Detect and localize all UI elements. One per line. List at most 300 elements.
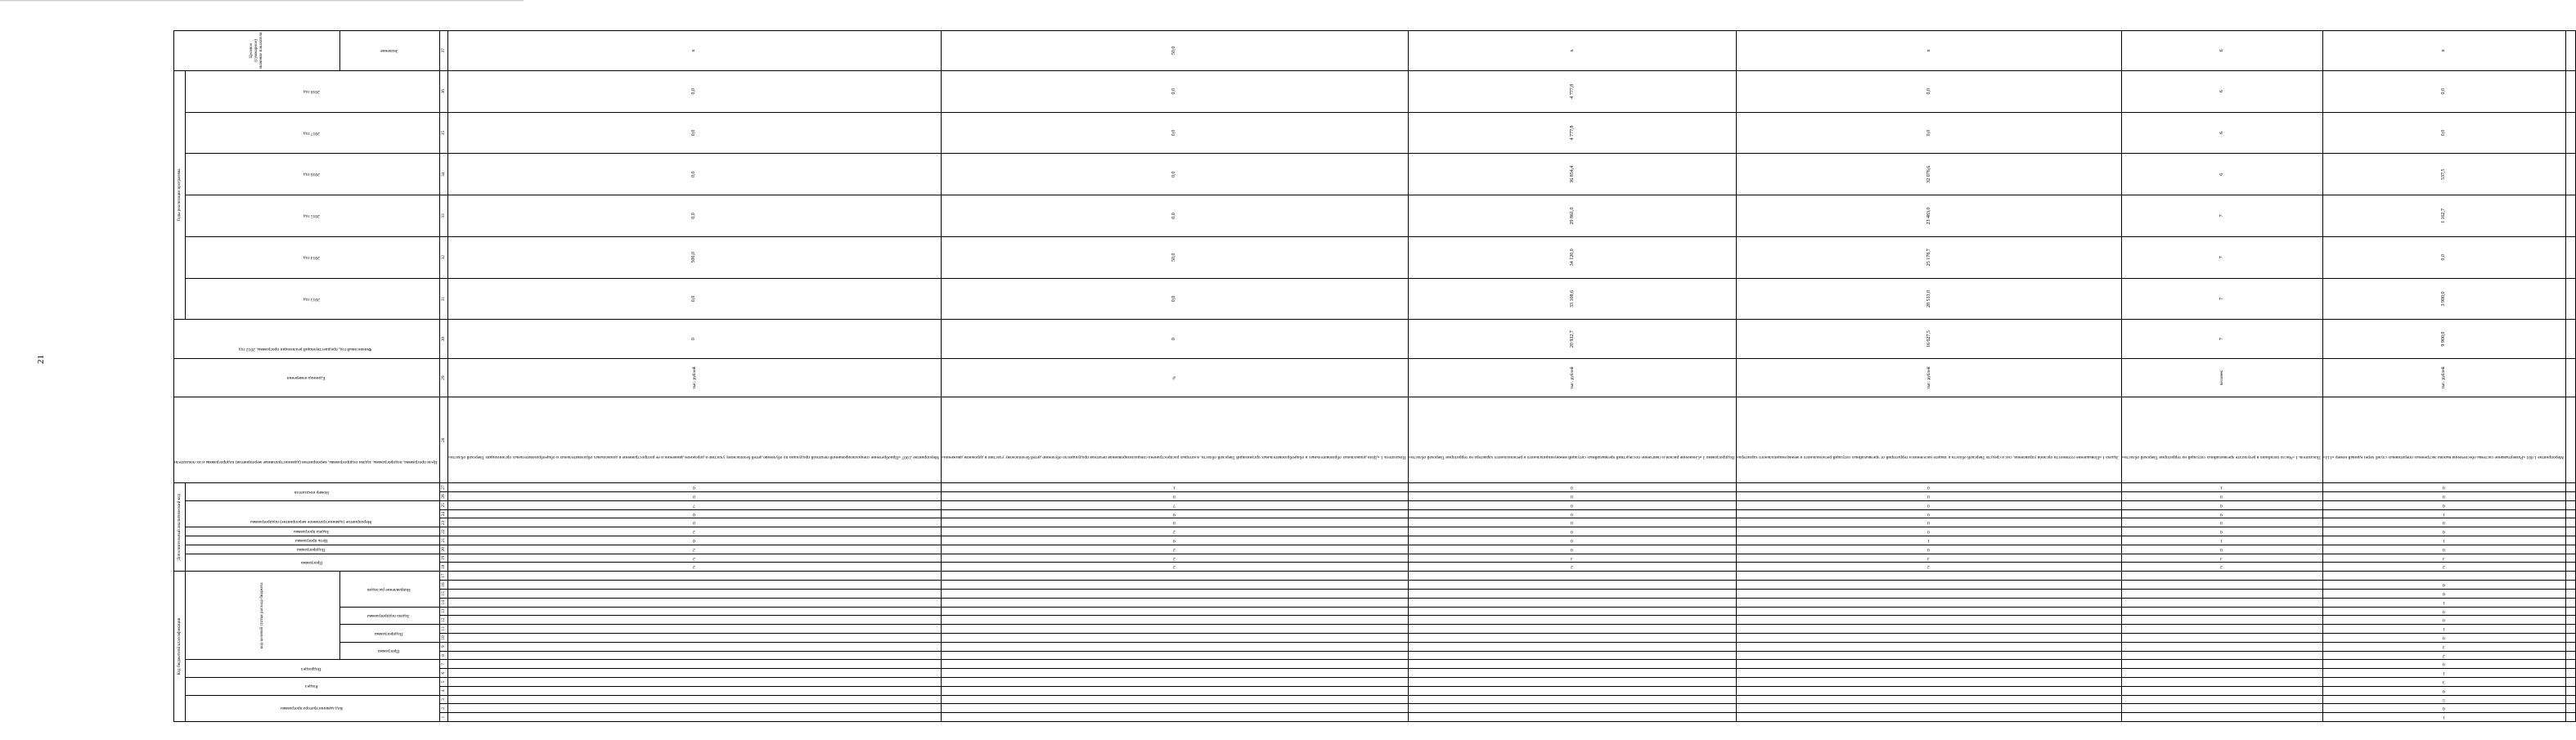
analytic-code-cell: 0 — [941, 509, 1408, 518]
budget-code-cell — [2121, 598, 2322, 607]
column-number: 24 — [439, 509, 447, 518]
analytic-code-cell: 0 — [1408, 518, 1737, 527]
column-number: 34 — [439, 154, 447, 195]
budget-code-cell — [1408, 686, 1737, 695]
table-row — [2565, 31, 2575, 722]
column-number: 22 — [439, 527, 447, 536]
budget-code-cell — [447, 642, 941, 651]
budget-code-cell — [941, 678, 1408, 687]
analytic-code-cell — [2565, 536, 2575, 545]
year-value: 28 533,0 — [1737, 278, 2121, 320]
budget-code-cell — [1737, 642, 2121, 651]
final-value — [2565, 31, 2575, 71]
budget-code-cell — [1408, 607, 1737, 616]
budget-code-cell: 0 — [2322, 686, 2565, 695]
budget-code-cell: 0 — [2322, 607, 2565, 616]
column-number: 5 — [439, 678, 447, 687]
year-value: 0,0 — [447, 154, 941, 195]
year-value: 6 — [2121, 112, 2322, 154]
budget-code-cell — [2121, 590, 2322, 599]
budget-code-cell — [2565, 625, 2575, 634]
year-value: 33 108,6 — [1408, 278, 1737, 320]
analytic-code-cell: 1 — [2121, 536, 2322, 545]
budget-code-cell — [2565, 590, 2575, 599]
year-value: 0,0 — [447, 112, 941, 154]
unit-header: Единица измерения — [174, 358, 440, 397]
unit-cell: тыс. рублей — [447, 358, 941, 397]
column-number: 1 — [439, 713, 447, 722]
analytic-code-cell: 0 — [1408, 545, 1737, 554]
fin-year-value: 16 627,5 — [1737, 320, 2121, 359]
column-number: 23 — [439, 518, 447, 527]
analytic-code-cell: 3 — [1408, 554, 1737, 563]
column-number: 33 — [439, 195, 447, 237]
razdel-header: Раздел — [186, 678, 440, 696]
analytic-code-cell: 0 — [1737, 545, 2121, 554]
a-podprogramma-header: Подпрограмма — [186, 545, 440, 554]
column-number: 4 — [439, 686, 447, 695]
column-number: 16 — [439, 581, 447, 590]
analytic-code-cell: 2 — [941, 563, 1408, 572]
year-value: 4 777,8 — [1408, 70, 1737, 112]
budget-code-cell — [2565, 713, 2575, 722]
column-number: 11 — [439, 625, 447, 634]
budget-code-cell — [2565, 616, 2575, 625]
budget-code-cell — [1408, 634, 1737, 643]
analytic-code-cell: 0 — [2121, 509, 2322, 518]
budget-code-cell — [941, 572, 1408, 581]
analytic-code-cell: 0 — [1408, 483, 1737, 492]
table-row — [2322, 31, 2565, 722]
budget-code-cell — [2121, 625, 2322, 634]
analytic-code-cell: 0 — [2121, 545, 2322, 554]
row-description: Мероприятие 1.001 «Развертывание системы обеспечения вызова экстренных оперативных служб через единый номер «112» — [2322, 397, 2565, 483]
analytic-code-cell: 0 — [1408, 500, 1737, 509]
budget-code-cell — [941, 704, 1408, 713]
budget-code-cell: 2 — [2322, 651, 2565, 660]
budget-code-cell — [1737, 669, 2121, 678]
direction-header: Направление расходов — [340, 572, 439, 607]
analytic-code-cell: 0 — [1737, 483, 2121, 492]
unit-cell: % — [941, 358, 1408, 397]
budget-code-cell — [941, 616, 1408, 625]
budget-code-cell — [2565, 651, 2575, 660]
analytic-code-cell: 0 — [2121, 518, 2322, 527]
budget-code-cell — [447, 713, 941, 722]
budget-code-cell — [1737, 581, 2121, 590]
year-value — [2565, 154, 2575, 195]
analytic-code-cell: 2 — [447, 527, 941, 536]
budget-code-cell — [941, 598, 1408, 607]
analytic-code-cell: 7 — [941, 500, 1408, 509]
budget-code-cell — [941, 713, 1408, 722]
budget-code-cell: 5 — [2322, 695, 2565, 704]
unit-cell: человек — [2121, 358, 2322, 397]
budget-code-cell — [1737, 713, 2121, 722]
budget-code-cell — [2565, 704, 2575, 713]
years-header: Годы реализации программы — [174, 70, 186, 320]
year-value: 0,0 — [941, 278, 1408, 320]
budget-code-cell — [1408, 695, 1737, 704]
analytic-code-cell — [2565, 563, 2575, 572]
year-value: 0,0 — [941, 154, 1408, 195]
budget-code-cell — [2121, 634, 2322, 643]
analytic-code-cell: 0 — [447, 492, 941, 501]
name-header: Цели программы, подпрограммы, задачи подпрограммы, мероприятия (административные мероприятия) подпрограммы и их показатели — [174, 397, 440, 483]
column-number: 2 — [439, 704, 447, 713]
budget-code-cell — [447, 590, 941, 599]
fin-year-value: 20 932,7 — [1408, 320, 1737, 359]
budget-code-cell — [447, 572, 941, 581]
analytic-code-cell: 0 — [1737, 509, 2121, 518]
analytic-code-cell: 0 — [941, 518, 1408, 527]
final-value: 50,0 — [941, 31, 1408, 71]
page-number: 21 — [36, 355, 46, 364]
budget-code-cell — [941, 660, 1408, 669]
analytic-code-cell: 0 — [1408, 527, 1737, 536]
a-goal-header: Цель программы — [186, 536, 440, 545]
budget-code-cell — [1408, 625, 1737, 634]
final-value: x — [2322, 31, 2565, 71]
column-numbers-row — [439, 31, 447, 722]
column-number: 37 — [439, 31, 447, 71]
analytic-code-cell — [2565, 527, 2575, 536]
analytic-code-cell: 0 — [2322, 492, 2565, 501]
budget-code-cell — [2121, 704, 2322, 713]
a-indicator-number-header: Номер показателя — [186, 483, 440, 501]
column-number: 36 — [439, 70, 447, 112]
year-value: 7 — [2121, 236, 2322, 278]
budget-code-cell: 3 — [2322, 678, 2565, 687]
budget-code-cell — [1737, 572, 2121, 581]
target-article-header: код целевой статьи расхода бюджета — [186, 572, 340, 660]
budget-code-cell: 0 — [2322, 660, 2565, 669]
budget-code-cell — [941, 651, 1408, 660]
page-top-edge — [0, 0, 524, 2]
budget-code-cell — [2121, 660, 2322, 669]
budget-code-cell — [2121, 607, 2322, 616]
year-2014-header: 2014 год — [186, 236, 440, 278]
analytic-code-cell: 2 — [941, 554, 1408, 563]
column-number: 35 — [439, 112, 447, 154]
year-value: 0,0 — [2322, 112, 2565, 154]
year-value: 34 120,0 — [1408, 236, 1737, 278]
row-description: Показатель 1 «Число погибших в результате чрезвычайных ситуаций на территории Тверской области» — [2121, 397, 2322, 483]
year-value: 3 900,0 — [2322, 278, 2565, 320]
budget-code-cell — [447, 669, 941, 678]
row-description: Показатель 1 «Доля дошкольных образовательных и общеобразовательных организаций Тверской области, в которых распространена специализированная печатная продукция по обучению детей безопасному участию в дорожном движении» — [941, 397, 1408, 483]
analytic-code-cell: 0 — [2322, 518, 2565, 527]
budget-code-cell — [2565, 695, 2575, 704]
budget-code-cell: 3 — [2322, 642, 2565, 651]
year-value: 0,0 — [941, 70, 1408, 112]
budget-code-cell — [1737, 678, 2121, 687]
budget-code-cell: 0 — [2322, 616, 2565, 625]
analytic-code-cell: 1 — [1737, 536, 2121, 545]
column-number: 30 — [439, 320, 447, 359]
column-number: 18 — [439, 563, 447, 572]
final-value: x — [1737, 31, 2121, 71]
budget-code-cell — [1408, 678, 1737, 687]
budget-code-cell — [1737, 590, 2121, 599]
analytic-code-cell: 0 — [1737, 527, 2121, 536]
analytic-code-cell: 0 — [2322, 527, 2565, 536]
column-number: 19 — [439, 554, 447, 563]
table-row — [1737, 31, 2121, 722]
column-number: 31 — [439, 278, 447, 320]
year-2018-header: 2018 год — [186, 70, 440, 112]
budget-code-cell — [1408, 598, 1737, 607]
table-row — [941, 31, 1408, 722]
year-value: 0,0 — [447, 195, 941, 237]
unit-cell: тыс. рублей — [1737, 358, 2121, 397]
analytic-code-cell — [2565, 483, 2575, 492]
year-value — [2565, 70, 2575, 112]
program-table — [173, 30, 2576, 722]
budget-code-cell — [2121, 686, 2322, 695]
budget-code-cell — [1737, 695, 2121, 704]
row-description — [2565, 397, 2575, 483]
column-number: 29 — [439, 358, 447, 397]
analytic-code-cell: 2 — [2121, 563, 2322, 572]
analytic-code-cell: 2 — [447, 554, 941, 563]
analytic-code-cell: 0 — [2121, 492, 2322, 501]
budget-code-cell: 6 — [2322, 590, 2565, 599]
budget-code-cell — [447, 651, 941, 660]
year-value: 4 777,8 — [1408, 112, 1737, 154]
budget-code-cell — [1737, 616, 2121, 625]
budget-code-cell — [1408, 616, 1737, 625]
year-value — [2565, 236, 2575, 278]
column-number: 10 — [439, 634, 447, 643]
analytic-code-cell: 0 — [2121, 527, 2322, 536]
column-number: 27 — [439, 483, 447, 492]
budget-code-cell — [941, 607, 1408, 616]
column-number: 32 — [439, 236, 447, 278]
budget-code-cell — [1737, 598, 2121, 607]
budget-code-cell — [2565, 669, 2575, 678]
analytic-code-cell: 0 — [447, 518, 941, 527]
budget-code-cell — [941, 625, 1408, 634]
final-value: 6 — [2121, 31, 2322, 71]
analytic-code-cell: 0 — [1737, 492, 2121, 501]
year-value: 500,0 — [447, 236, 941, 278]
analytic-code-cell: 0 — [447, 483, 941, 492]
analytic-code-cell: 0 — [1408, 509, 1737, 518]
budget-code-cell — [447, 581, 941, 590]
column-number: 7 — [439, 660, 447, 669]
final-value: x — [1408, 31, 1737, 71]
budget-code-cell — [2565, 572, 2575, 581]
budget-code-cell: 0 — [2322, 634, 2565, 643]
budget-code-cell — [2121, 669, 2322, 678]
year-value: 32 076,6 — [1737, 154, 2121, 195]
year-value: 537,5 — [2322, 154, 2565, 195]
budget-code-cell — [447, 616, 941, 625]
analytic-code-cell — [2565, 545, 2575, 554]
budget-code-cell — [447, 598, 941, 607]
row-description: Задача 1 «Повышение готовности органов управления, сил и средств Тверской области к защите населения и территорий от чрезвычайных ситуаций регионального и межмуниципального характера» — [1737, 397, 2121, 483]
analytic-code-cell — [2565, 509, 2575, 518]
analytic-code-cell: 1 — [2322, 536, 2565, 545]
budget-code-cell — [1737, 651, 2121, 660]
budget-code-cell — [1737, 686, 2121, 695]
podprogramma-header: Подпрограмма — [340, 625, 439, 643]
column-number: 26 — [439, 492, 447, 501]
budget-code-cell — [2565, 581, 2575, 590]
budget-code-cell — [447, 695, 941, 704]
analytic-code-cell — [2565, 492, 2575, 501]
fin-year-header: Финансовый год, предшествующий реализации программы, 2012 год — [174, 320, 440, 359]
table-row — [447, 31, 941, 722]
column-number: 8 — [439, 651, 447, 660]
budget-code-cell — [2565, 607, 2575, 616]
budget-code-cell — [1737, 607, 2121, 616]
a-task-header: Задача программы — [186, 527, 440, 536]
column-number: 14 — [439, 598, 447, 607]
budget-code-cell — [1737, 660, 2121, 669]
budget-code-cell — [447, 678, 941, 687]
column-number: 12 — [439, 616, 447, 625]
year-value: 25 178,7 — [1737, 236, 2121, 278]
budget-code-cell — [941, 590, 1408, 599]
fin-year-value: 7 — [2121, 320, 2322, 359]
analytic-code-cell: 2 — [2322, 563, 2565, 572]
budget-code-cell — [2121, 695, 2322, 704]
analytic-code-cell: 3 — [2121, 554, 2322, 563]
year-2015-header: 2015 год — [186, 195, 440, 237]
value-header: Значение — [340, 31, 439, 71]
year-value: 50,0 — [941, 236, 1408, 278]
year-value: 6 — [2121, 154, 2322, 195]
column-number: 17 — [439, 572, 447, 581]
budget-code-cell — [2322, 572, 2565, 581]
budget-code-cell: 1 — [2322, 669, 2565, 678]
analytic-code-cell — [2565, 518, 2575, 527]
budget-code-cell — [1408, 660, 1737, 669]
year-value: 0,0 — [2322, 70, 2565, 112]
budget-classification-header: Код бюджетной классификации — [174, 572, 186, 722]
unit-cell: тыс. рублей — [1408, 358, 1737, 397]
budget-code-cell: 1 — [2322, 625, 2565, 634]
table-row — [1408, 31, 1737, 722]
budget-code-cell — [1737, 704, 2121, 713]
budget-code-cell — [1737, 634, 2121, 643]
year-value: 7 — [2121, 278, 2322, 320]
analytic-code-header: Дополнительный аналитический код — [174, 483, 186, 572]
budget-code-cell — [447, 634, 941, 643]
budget-code-cell: 0 — [2322, 581, 2565, 590]
column-number: 3 — [439, 695, 447, 704]
budget-code-cell — [2121, 651, 2322, 660]
budget-code-cell: 1 — [2322, 713, 2565, 722]
budget-code-cell — [2565, 634, 2575, 643]
row-description: Подпрограмма 3 «Снижение рисков и смягчение последствий чрезвычайных ситуаций межмуниципального и регионального характера на территории Тверской области» — [1408, 397, 1737, 483]
budget-code-cell — [2121, 642, 2322, 651]
final-value-header: Целевое (суммарное) значение показателя — [174, 31, 340, 71]
budget-code-cell — [1408, 669, 1737, 678]
year-value: 23 483,0 — [1737, 195, 2121, 237]
analytic-code-cell: 0 — [447, 536, 941, 545]
year-value: 0,0 — [447, 278, 941, 320]
analytic-code-cell — [2565, 500, 2575, 509]
budget-code-cell — [2565, 642, 2575, 651]
fin-year-value: 9 900,0 — [2322, 320, 2565, 359]
year-value: 6 — [2121, 70, 2322, 112]
year-value: 36 854,4 — [1408, 154, 1737, 195]
year-2013-header: 2013 год — [186, 278, 440, 320]
budget-code-cell — [1408, 642, 1737, 651]
analytic-code-cell: 2 — [941, 545, 1408, 554]
year-value — [2565, 195, 2575, 237]
budget-code-cell — [1408, 704, 1737, 713]
year-value: 29 861,0 — [1408, 195, 1737, 237]
budget-code-cell: 0 — [2322, 704, 2565, 713]
analytic-code-cell: 0 — [2322, 483, 2565, 492]
year-value: 0,0 — [941, 195, 1408, 237]
column-number: 21 — [439, 536, 447, 545]
budget-code-cell — [2565, 660, 2575, 669]
analytic-code-cell: 2 — [1737, 563, 2121, 572]
analytic-code-cell: 3 — [2322, 554, 2565, 563]
analytic-code-cell: 0 — [1408, 492, 1737, 501]
a-programma-header: Программа — [186, 554, 440, 572]
year-value — [2565, 278, 2575, 320]
budget-code-cell — [1408, 651, 1737, 660]
budget-code-cell — [1408, 590, 1737, 599]
analytic-code-cell: 0 — [2322, 545, 2565, 554]
column-number: 9 — [439, 642, 447, 651]
budget-code-cell — [941, 686, 1408, 695]
budget-code-cell — [2565, 686, 2575, 695]
analytic-code-cell: 1 — [941, 483, 1408, 492]
budget-code-cell — [2121, 678, 2322, 687]
analytic-code-cell: 0 — [1408, 536, 1737, 545]
year-value: 0,0 — [1737, 70, 2121, 112]
analytic-code-cell: 1 — [2322, 509, 2565, 518]
budget-code-cell — [447, 607, 941, 616]
year-value: 0,0 — [941, 112, 1408, 154]
final-value: x — [447, 31, 941, 71]
budget-code-cell — [1408, 581, 1737, 590]
analytic-code-cell: 0 — [2322, 500, 2565, 509]
budget-code-cell — [2565, 678, 2575, 687]
year-2016-header: 2016 год — [186, 154, 440, 195]
budget-code-cell — [941, 695, 1408, 704]
year-value: 1 162,7 — [2322, 195, 2565, 237]
budget-code-cell — [447, 660, 941, 669]
analytic-code-cell: 0 — [1737, 500, 2121, 509]
analytic-code-cell: 2 — [447, 563, 941, 572]
column-number: 20 — [439, 545, 447, 554]
programma-header: Программа — [340, 642, 439, 660]
budget-code-cell — [941, 669, 1408, 678]
budget-code-cell — [941, 581, 1408, 590]
column-number: 28 — [439, 397, 447, 483]
admin-code-header: Код администратора программы — [186, 695, 440, 721]
budget-code-cell — [1737, 625, 2121, 634]
analytic-code-cell: 1 — [2121, 483, 2322, 492]
podrazdel-header: Подраздел — [186, 660, 440, 678]
budget-code-cell — [1408, 572, 1737, 581]
analytic-code-cell: 0 — [2121, 500, 2322, 509]
analytic-code-cell: 2 — [1408, 563, 1737, 572]
unit-cell: тыс. рублей — [2322, 358, 2565, 397]
year-value — [2565, 112, 2575, 154]
task-header: Задача подпрограммы — [340, 607, 439, 625]
year-value: 0,0 — [447, 70, 941, 112]
row-description: Мероприятие 2.007 «Приобретение специализированной печатной продукции по обучению детей безопасному участию в дорожном движении и ее распространение в дошкольных образовательных и общеобразовательных организациях Тверской области» — [447, 397, 941, 483]
